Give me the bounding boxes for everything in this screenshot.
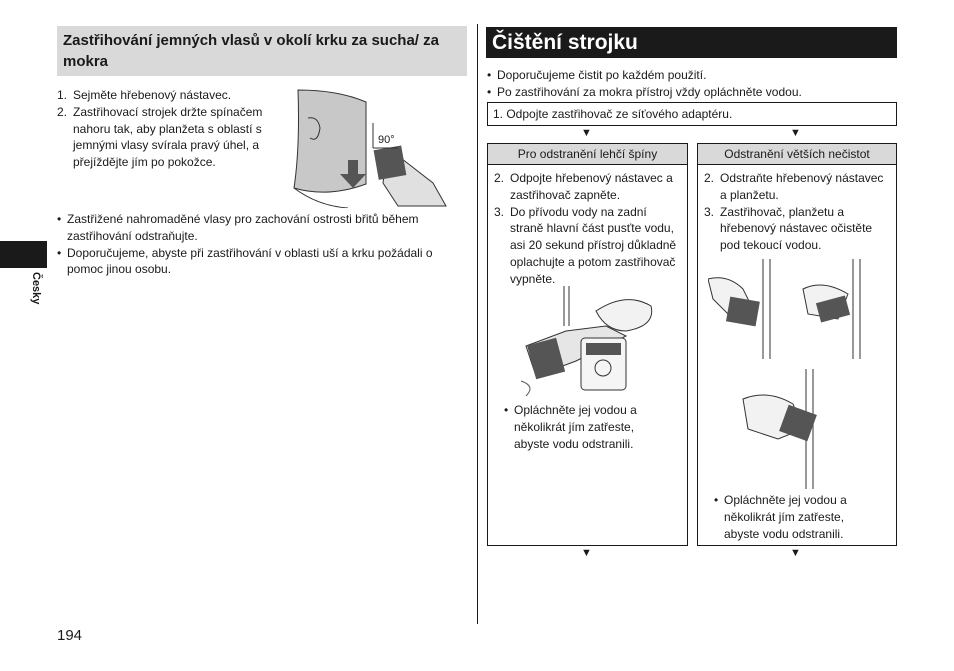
language-tab-marker — [0, 241, 47, 268]
heavy-dirt-box — [697, 143, 897, 546]
step-2: 2. Zastřihovací strojek držte spínačem nahoru tak, aby planžeta s oblastí s jemnými vlasy svírala pravý úhel, a přejíždějte jím po pokožce. — [57, 104, 263, 170]
heavy-dirt-steps — [698, 165, 896, 254]
heavy-dirt-note: • Opláchněte jej vodou a několikrát jím zatřeste, abyste vodu odstranili. — [714, 492, 894, 542]
step-3: 3. Do přívodu vody na zadní straně hlavní část pusťte vodu, asi 20 sekund přístroj důkladně oplachujte a potom zastřihovač vypněte. — [494, 204, 677, 286]
step-1-box: 1. Odpojte zastřihovač ze síťového adaptéru. — [487, 102, 897, 126]
neck-trimming-notes — [57, 211, 467, 278]
angle-label: 90° — [378, 134, 395, 146]
light-dirt-note: • Opláchněte jej vodou a několikrát jím zatřeste, abyste vodu odstranili. — [504, 402, 684, 452]
step-2: 2. Odpojte hřebenový nástavec a zastřihovač zapněte. — [494, 171, 673, 202]
column-divider — [477, 24, 478, 624]
intro-item: • Po zastřihování za mokra přístroj vždy opláchněte vodou. — [487, 84, 897, 101]
down-arrow-icon: ▼ — [581, 547, 592, 559]
language-label: Česky — [30, 272, 42, 305]
rinsing-illustration — [516, 286, 666, 396]
section-heading-neck-trimming: Zastřihování jemných vlasů v okolí krku za sucha/ za mokra — [57, 26, 467, 76]
page-number: 194 — [57, 627, 83, 644]
section-heading-cleaning: Čištění strojku — [486, 27, 897, 58]
cleaning-intro — [487, 67, 897, 101]
light-dirt-steps — [488, 165, 687, 288]
step-2: 2. Odstraňte hřebenový nástavec a planžetu. — [704, 171, 884, 202]
note-item: • Doporučujeme, abyste při zastřihování v oblasti uší a krku požádali o pomoc jinou osobu. — [57, 245, 467, 279]
down-arrow-icon: ▼ — [790, 547, 801, 559]
down-arrow-icon: ▼ — [581, 127, 592, 139]
neck-trimming-illustration — [288, 88, 463, 208]
washing-parts-illustration — [708, 259, 888, 489]
light-dirt-box — [487, 143, 688, 546]
light-dirt-title: Pro odstranění lehčí špíny — [488, 144, 687, 165]
step-3: 3. Zastřihovač, planžetu a hřebenový nástavec očistěte pod tekoucí vodou. — [704, 204, 873, 253]
down-arrow-icon: ▼ — [790, 127, 801, 139]
heavy-dirt-title: Odstranění větších nečistot — [698, 144, 896, 165]
note-item: • Zastřižené nahromaděné vlasy pro zachování ostrosti břitů během zastřihování odstraňujte. — [57, 211, 467, 245]
neck-trimming-steps — [57, 87, 282, 171]
step-1: 1. Sejměte hřebenový nástavec. — [57, 88, 232, 102]
intro-item: • Doporučujeme čistit po každém použití. — [487, 67, 897, 84]
